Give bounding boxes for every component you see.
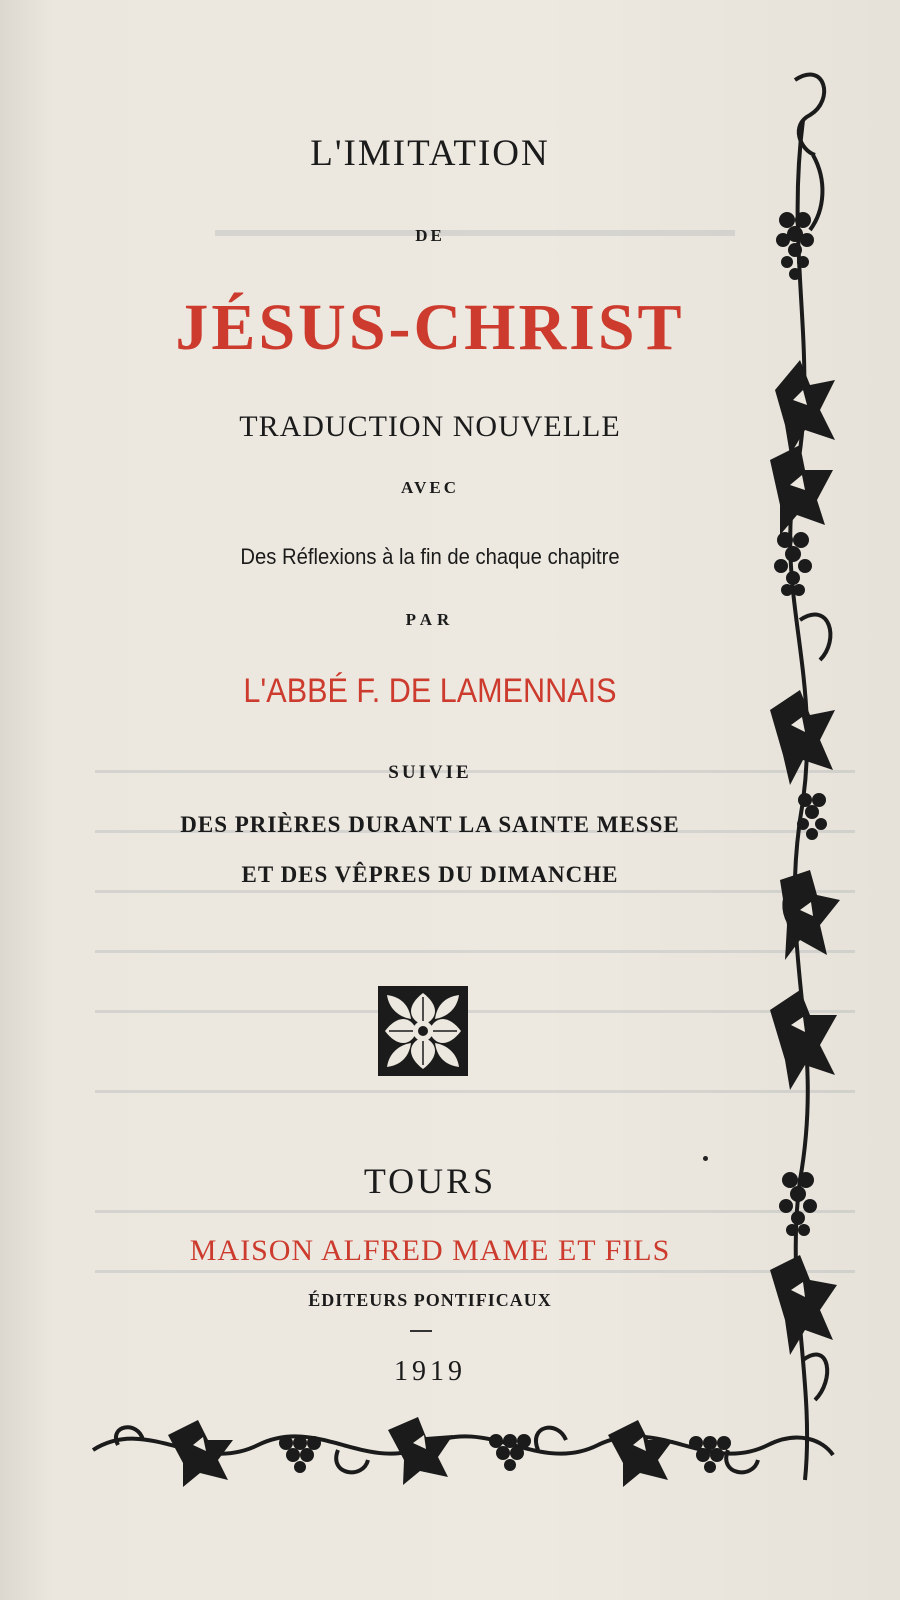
prayers-line-1: DES PRIÈRES DURANT LA SAINTE MESSE <box>180 812 680 837</box>
suivie-line: SUIVIE <box>388 762 472 783</box>
publisher: MAISON ALFRED MAME ET FILS <box>189 1234 671 1267</box>
grapevine-border <box>755 60 850 1510</box>
publisher-note: ÉDITEURS PONTIFICAUX <box>308 1290 552 1310</box>
short-rule <box>410 1330 432 1332</box>
year: 1919 <box>394 1356 466 1387</box>
grapevine-scroll-border <box>88 1405 838 1495</box>
par-line: PAR <box>405 610 455 629</box>
reflexions-line: Des Réflexions à la fin de chaque chapitre <box>240 544 620 569</box>
main-title: JÉSUS-CHRIST <box>175 291 685 364</box>
city: TOURS <box>363 1161 497 1201</box>
title-line-de: DE <box>415 226 445 245</box>
avec-line: AVEC <box>401 478 459 497</box>
title-line-imitation: L'IMITATION <box>310 133 550 174</box>
floral-rosette-icon <box>377 985 469 1077</box>
subtitle: TRADUCTION NOUVELLE <box>239 410 621 443</box>
prayers-line-2: ET DES VÊPRES DU DIMANCHE <box>241 862 619 887</box>
author-name: L'ABBÉ F. DE LAMENNAIS <box>243 672 617 710</box>
